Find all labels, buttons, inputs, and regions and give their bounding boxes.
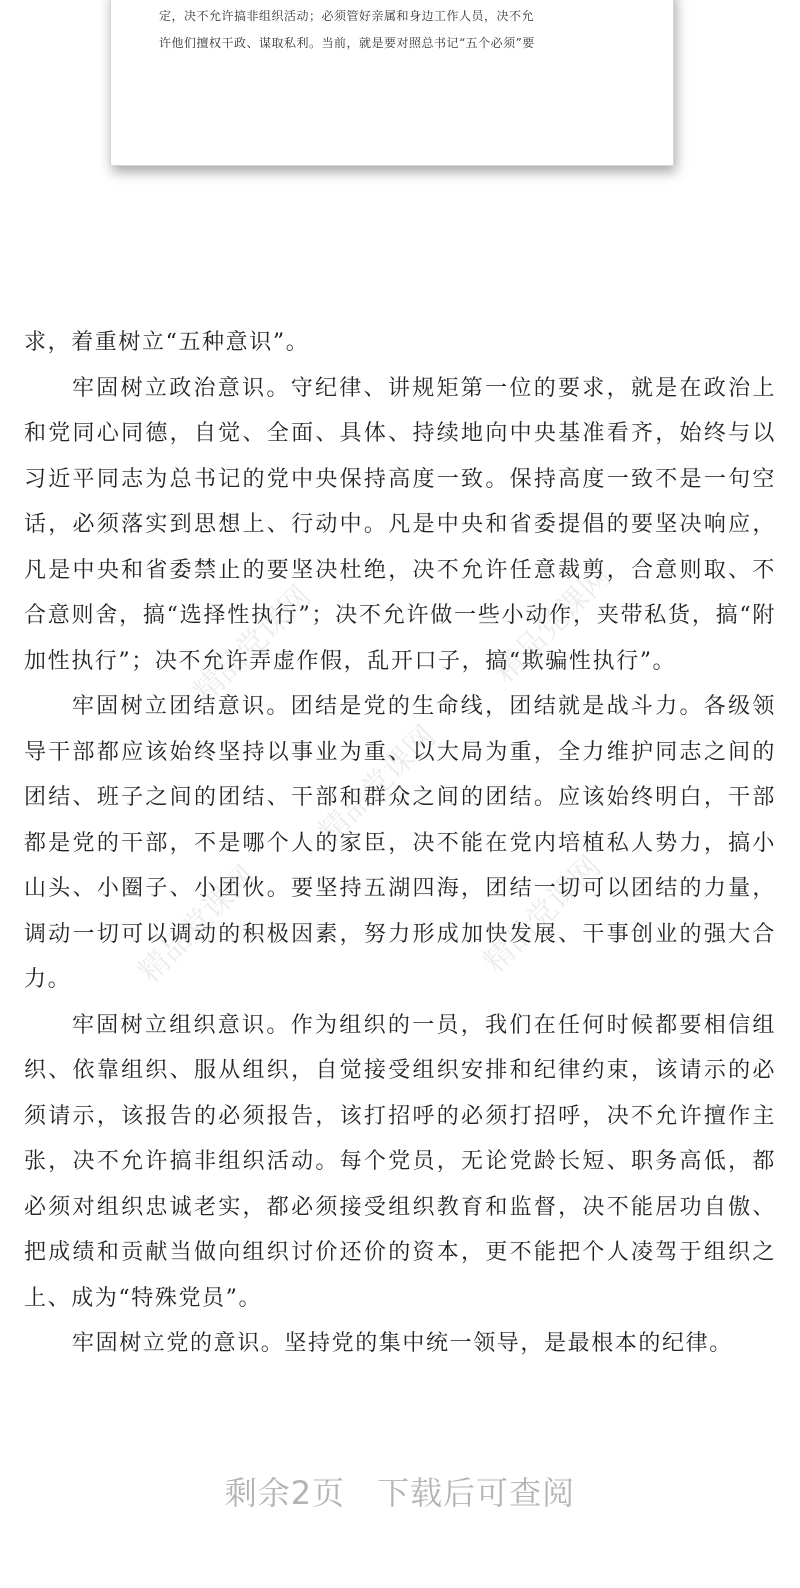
download-prompt[interactable] — [0, 1468, 800, 1514]
paragraph-continuation: 求，着重树立“五种意识”。 — [24, 330, 310, 355]
download-to-view-label: 下载后可查阅 — [377, 1474, 576, 1512]
paragraph-unity-awareness: 牢固树立团结意识。团结是党的生命线，团结就是战斗力。各级领导干部都应该始终坚持以事业为重、以大局为重，全力维护同志之间的团结、班子之间的团结、干部和群众之间的团结。应该始终明白，干部都是党的干部，不是哪个人的家臣，决不能在党内培植私人势力，搞小山头、小圈子、小团伙。要坚持五湖四海，团结一切可以团结的力量，调动一切可以调动的积极因素，努力形成加快发展、干事创业的强大合力。 — [24, 694, 776, 992]
paragraph-organization-awareness: 牢固树立组织意识。作为组织的一员，我们在任何时候都要相信组织、依靠组织、服从组织，自觉接受组织安排和纪律约束，该请示的必须请示，该报告的必须报告，该打招呼的必须打招呼，决不允许擅作主张，决不允许搞非组织活动。每个党员，无论党龄长短、职务高低，都必须对组织忠诚老实，都必须接受组织教育和监督，决不能居功自傲、把成绩和贡献当做向组织讨价还价的资本，更不能把个人凌驾于组织之上、成为“特殊党员”。 — [24, 1012, 776, 1311]
watermark: 精品党课网 — [487, 559, 618, 690]
paragraph-political-awareness: 牢固树立政治意识。守纪律、讲规矩第一位的要求，就是在政治上和党同心同德，自觉、全面、具体、持续地向中央基准看齐，始终与以习近平同志为总书记的党中央保持高度一致。保持高度一致不是一句空话，必须落实到思想上、行动中。凡是中央和省委提倡的要坚决响应，凡是中央和省委禁止的要坚决杜绝，决不允许任意裁剪，合意则取、不合意则舍，搞“选择性执行”；决不允许做一些小动作，夹带私货，搞“附加性执行”；决不允许弄虚作假，乱开口子，搞“欺骗性执行”。 — [24, 375, 776, 674]
preview-page-card — [110, 0, 674, 166]
preview-text-line: 许他们擅权干政、谋取私利。当前，就是要对照总书记“五个必须”要 — [159, 36, 535, 50]
watermark: 精品党课网 — [132, 859, 263, 990]
remaining-pages-label: 剩余2页 — [224, 1474, 346, 1512]
watermark: 精品党课网 — [312, 719, 443, 850]
paragraph-party-awareness: 牢固树立党的意识。坚持党的集中统一领导，是最根本的纪律。 — [72, 1331, 733, 1356]
preview-text-line: 定，决不允许搞非组织活动；必须管好亲属和身边工作人员，决不允 — [159, 9, 535, 23]
document-body — [24, 320, 776, 1367]
watermark: 精品党课网 — [477, 849, 608, 980]
watermark: 精品党课网 — [187, 579, 318, 710]
